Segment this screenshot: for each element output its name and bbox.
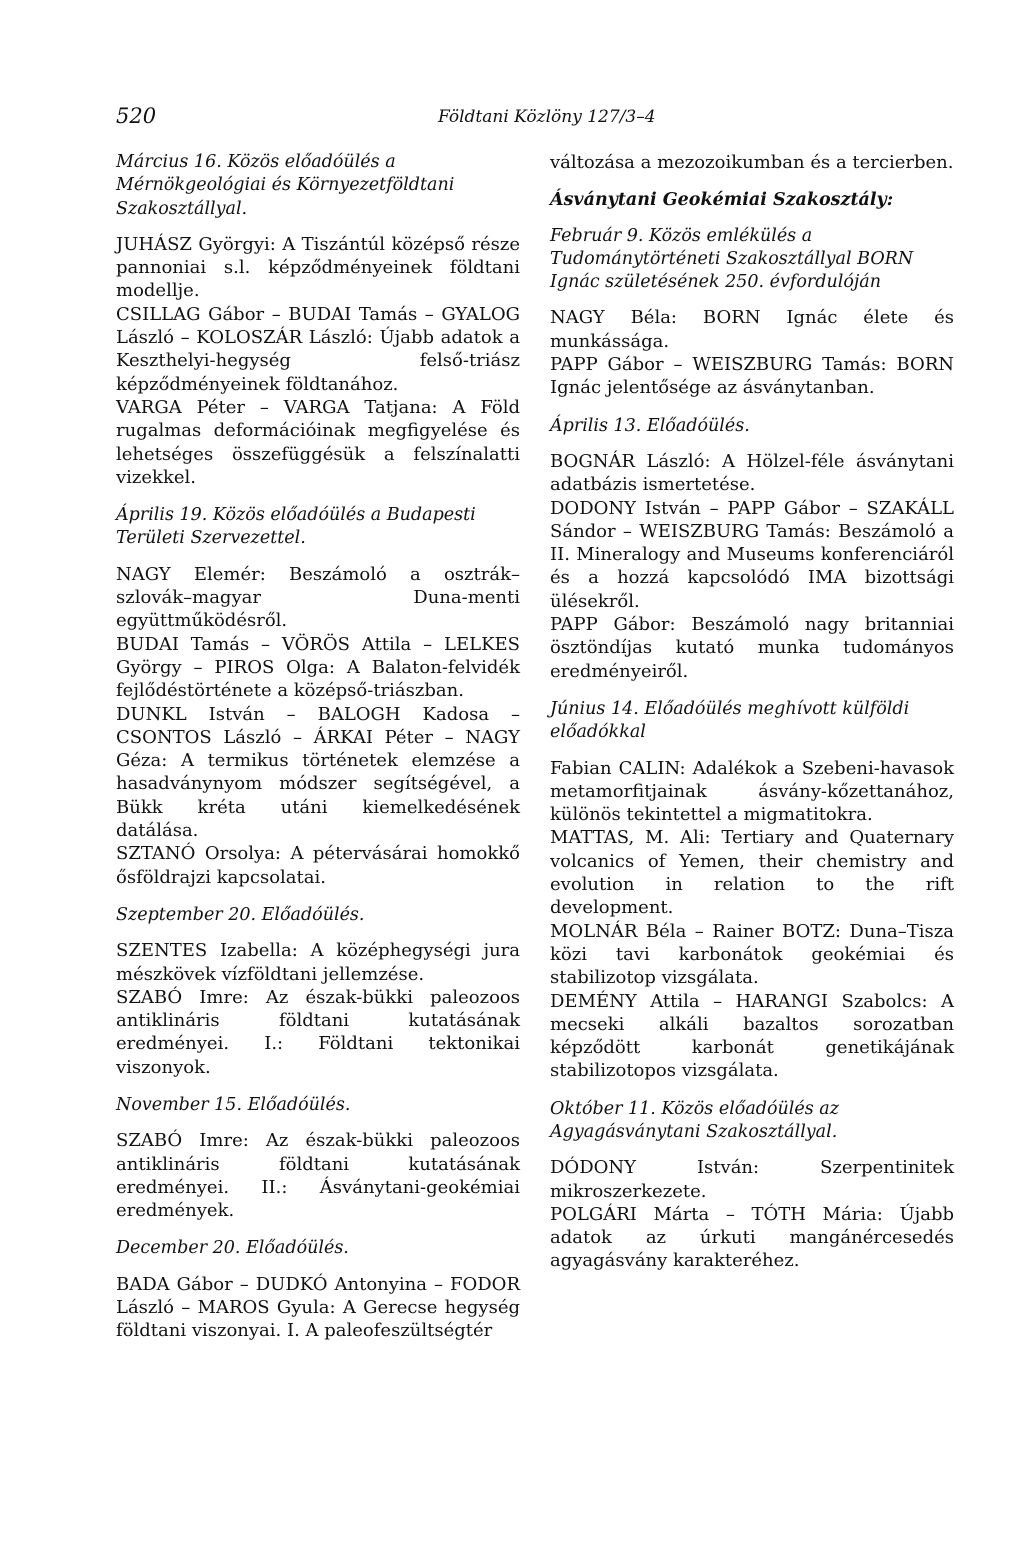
lecture-entry: NAGY Elemér: Beszámoló a osztrák–szlovák–magyar Duna-menti együttműködésről.: [116, 563, 520, 632]
session-group: [116, 504, 520, 889]
session-title: Április 19. Közös előadóülés a Budapesti Területi Szervezettel.: [116, 505, 476, 549]
lecture-entry: JUHÁSZ Györgyi: A Tiszántúl középső része pannoniai s.l. képződményeinek földtani modellje.: [116, 233, 520, 302]
session-group: [550, 1098, 954, 1273]
session-title: Február 9. Közös emlékülés a Tudománytörténeti Szakosztállyal BORN Ignác születésének 250. évfordulóján: [550, 225, 914, 293]
lecture-entry: SZTANÓ Orsolya: A pétervásárai homokkő ősföldrajzi kapcsolatai.: [116, 843, 520, 888]
session-group: [116, 1094, 520, 1222]
page-number: 520: [116, 104, 157, 128]
right-column: [550, 151, 954, 1288]
lecture-entry: SZABÓ Imre: Az észak-bükki paleozoos antiklináris földtani kutatásának eredményei. II.: Ásványtani-geokémiai eredmények.: [116, 1130, 520, 1222]
journal-title: Földtani Közlöny 127/3–4: [438, 107, 656, 127]
session-title: Október 11. Közös előadóülés az Agyagásványtani Szakosztállyal.: [550, 1098, 839, 1142]
section-heading: Ásványtani Geokémiai Szakosztály:: [550, 190, 894, 211]
session-title: Március 16. Közös előadóülés a Mérnökgeológiai és Környezetföldtani Szakosztállyal.: [116, 152, 455, 219]
lecture-entry: POLGÁRI Márta – TÓTH Mária: Újabb adatok az úrkuti mangánércesedés agyagásvány karakteréhez.: [550, 1203, 954, 1272]
session-group: [550, 415, 954, 683]
lecture-entry: BOGNÁR László: A Hölzel-féle ásványtani adatbázis ismertetése.: [550, 450, 954, 496]
lecture-entry: MOLNÁR Béla – Rainer BOTZ: Duna–Tisza közi tavi karbonátok geokémiai és stabilizotop vizsgálata.: [550, 920, 954, 989]
session-title: Április 13. Előadóülés.: [550, 415, 750, 436]
session-group: [550, 698, 954, 1083]
lecture-entry: VARGA Péter – VARGA Tatjana: A Föld rugalmas deformációinak megfigyelése és lehetséges összefüggésük a felszínalatti vizekkel.: [116, 396, 520, 488]
lecture-entry: BADA Gábor – DUDKÓ Antonyina – FODOR László – MAROS Gyula: A Gerecse hegység földtani viszonyai. I. A paleofeszültségtér: [116, 1273, 520, 1342]
continuation-group: [550, 151, 954, 174]
lecture-entry: SZENTES Izabella: A középhegységi jura mészkövek vízföldtani jellemzése.: [116, 940, 520, 985]
session-group: [116, 904, 520, 1079]
session-group: [116, 1237, 520, 1342]
lecture-entry: DUNKL István – BALOGH Kadosa – CSONTOS László – ÁRKAI Péter – NAGY Géza: A termikus történetek elemzése a hasadványnyom módszer segítségével, a Bükk kréta utáni kiemelkedésének datálása.: [116, 703, 520, 842]
session-title: Június 14. Előadóülés meghívott külföldi előadókkal: [550, 698, 910, 743]
lecture-entry: Fabian CALIN: Adalékok a Szebeni-havasok metamorfitjainak ásvány-kőzettanához, különös tekintettel a migmatitokra.: [550, 757, 954, 826]
lecture-entry: SZABÓ Imre: Az észak-bükki paleozoos antiklináris földtani kutatásának eredményei. I.: Földtani tektonikai viszonyok.: [116, 986, 520, 1078]
continued-entry: változása a mezozoikumban és a tercierben.: [550, 152, 954, 173]
lecture-entry: DÓDONY István: Szerpentinitek mikroszerkezete.: [550, 1157, 954, 1202]
lecture-entry: MATTAS, M. Ali: Tertiary and Quaternary volcanics of Yemen, their chemistry and evolution in relation to the rift development.: [550, 827, 954, 919]
session-group: [116, 151, 520, 489]
session-title: November 15. Előadóülés.: [116, 1094, 351, 1115]
lecture-entry: PAPP Gábor – WEISZBURG Tamás: BORN Ignác jelentősége az ásványtanban.: [550, 354, 954, 399]
session-title: Szeptember 20. Előadóülés.: [116, 904, 365, 925]
session-title: December 20. Előadóülés.: [116, 1238, 349, 1259]
lecture-entry: NAGY Béla: BORN Ignác élete és munkássága.: [550, 307, 954, 352]
lecture-entry: PAPP Gábor: Beszámoló nagy britanniai ösztöndíjas kutató munka tudományos eredményeiről.: [550, 614, 954, 682]
lecture-entry: DEMÉNY Attila – HARANGI Szabolcs: A mecseki alkáli bazaltos sorozatban képződött karbonát genetikájának stabilizotopos vizsgálata.: [550, 990, 954, 1082]
lecture-entry: CSILLAG Gábor – BUDAI Tamás – GYALOG László – KOLOSZÁR László: Újabb adatok a Keszthelyi-hegység felső-triász képződményeinek földtanához.: [116, 303, 520, 395]
lecture-entry: BUDAI Tamás – VÖRÖS Attila – LELKES György – PIROS Olga: A Balaton-felvidék fejlődéstörténete a középső-triászban.: [116, 633, 520, 702]
session-group: [550, 225, 954, 400]
left-column: [116, 151, 520, 1358]
lecture-entry: DODONY István – PAPP Gábor – SZAKÁLL Sándor – WEISZBURG Tamás: Beszámoló a II. Mineralogy and Museums konferenciáról és a hozzá kapcsolódó IMA bizottsági ülésekről.: [550, 497, 954, 612]
